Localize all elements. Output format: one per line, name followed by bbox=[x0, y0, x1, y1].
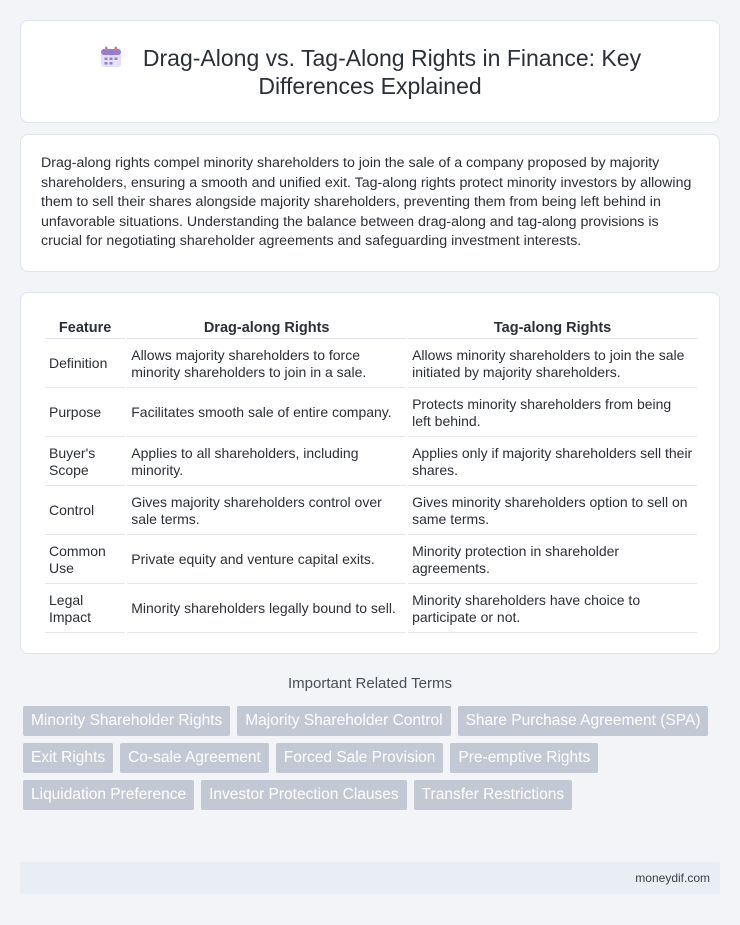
header-tag-along: Tag-along Rights bbox=[408, 315, 697, 339]
related-term-tag[interactable]: Minority Shareholder Rights bbox=[23, 706, 230, 736]
related-term-tag[interactable]: Co-sale Agreement bbox=[120, 743, 269, 773]
feature-cell: Buyer's Scope bbox=[45, 439, 125, 486]
footer-site-link[interactable]: moneydif.com bbox=[635, 871, 710, 885]
related-term-tag[interactable]: Transfer Restrictions bbox=[414, 780, 572, 810]
calendar-icon bbox=[99, 45, 123, 69]
drag-cell: Private equity and venture capital exits. bbox=[127, 537, 406, 584]
related-term-tag[interactable]: Pre-emptive Rights bbox=[450, 743, 598, 773]
table-row bbox=[45, 537, 697, 584]
drag-cell: Minority shareholders legally bound to sell. bbox=[127, 586, 406, 633]
feature-cell: Common Use bbox=[45, 537, 125, 584]
related-terms-list bbox=[23, 706, 723, 817]
footer bbox=[20, 862, 720, 894]
drag-cell: Applies to all shareholders, including minority. bbox=[127, 439, 406, 486]
drag-cell: Facilitates smooth sale of entire company. bbox=[127, 390, 406, 437]
related-terms-title: Important Related Terms bbox=[288, 675, 452, 692]
comparison-table bbox=[43, 313, 699, 635]
page-title: Drag-Along vs. Tag-Along Rights in Finance: Key Differences Explained bbox=[142, 44, 642, 99]
header-feature: Feature bbox=[45, 315, 125, 339]
table-row bbox=[45, 586, 697, 633]
table-row bbox=[45, 341, 697, 388]
feature-cell: Definition bbox=[45, 341, 125, 388]
tag-cell: Protects minority shareholders from being left behind. bbox=[408, 390, 697, 437]
related-term-tag[interactable]: Exit Rights bbox=[23, 743, 113, 773]
page-title-container bbox=[50, 44, 690, 100]
drag-cell: Gives majority shareholders control over sale terms. bbox=[127, 488, 406, 535]
table-header-row bbox=[45, 315, 697, 339]
related-term-tag[interactable]: Share Purchase Agreement (SPA) bbox=[458, 706, 709, 736]
title-card bbox=[20, 20, 720, 123]
intro-paragraph: Drag-along rights compel minority shareholders to join the sale of a company proposed by majority shareholders, ensuring a smooth and unified exit. Tag-along rights protect minority investors by allowing them to sell their shares alongside majority shareholders, preventing them from being left behind in unfavorable situations. Understanding the balance between drag-along and tag-along provisions is crucial for negotiating shareholder agreements and safeguarding investment interests. bbox=[41, 155, 692, 250]
header-drag-along: Drag-along Rights bbox=[127, 315, 406, 339]
table-row bbox=[45, 488, 697, 535]
feature-cell: Control bbox=[45, 488, 125, 535]
intro-card bbox=[20, 134, 720, 272]
tag-cell: Allows minority shareholders to join the sale initiated by majority shareholders. bbox=[408, 341, 697, 388]
related-term-tag[interactable]: Forced Sale Provision bbox=[276, 743, 444, 773]
related-term-tag[interactable]: Investor Protection Clauses bbox=[201, 780, 407, 810]
related-term-tag[interactable]: Majority Shareholder Control bbox=[237, 706, 450, 736]
drag-cell: Allows majority shareholders to force minority shareholders to join in a sale. bbox=[127, 341, 406, 388]
comparison-table-card bbox=[20, 292, 720, 654]
tag-cell: Applies only if majority shareholders sell their shares. bbox=[408, 439, 697, 486]
related-term-tag[interactable]: Liquidation Preference bbox=[23, 780, 194, 810]
table-row bbox=[45, 439, 697, 486]
feature-cell: Purpose bbox=[45, 390, 125, 437]
table-row bbox=[45, 390, 697, 437]
feature-cell: Legal Impact bbox=[45, 586, 125, 633]
tag-cell: Minority shareholders have choice to participate or not. bbox=[408, 586, 697, 633]
tag-cell: Minority protection in shareholder agreements. bbox=[408, 537, 697, 584]
tag-cell: Gives minority shareholders option to sell on same terms. bbox=[408, 488, 697, 535]
